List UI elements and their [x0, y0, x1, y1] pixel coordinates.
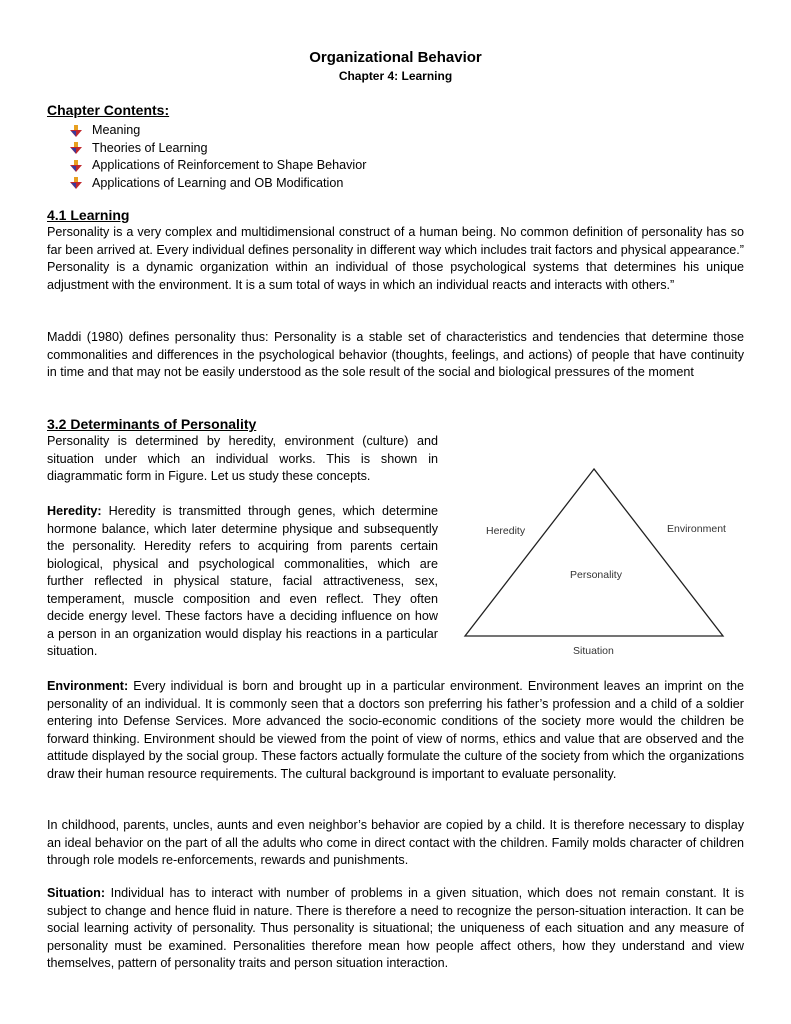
paragraph-environment — [47, 678, 744, 783]
environment-text: Every individual is born and brought up in a particular environment. Environment leaves an imprint on the personality of an individual. It is commonly seen that a doctors son preferring his father’s profession and a child of a soldier entering into Defense Services. More advanced the socio-economic conditions of the society more would the children be forward thinking. Environment should be viewed from the point of view of norms, ethics and value that are observed and the attitude displayed by the social group. These factors actually formulate the culture of the society from which the organizations draw their human resource requirements. The cultural background is important to evaluate personality. — [47, 679, 744, 781]
chapter-subtitle: Chapter 4: Learning — [338, 69, 453, 83]
down-arrow-bullet-icon — [70, 160, 82, 172]
list-item-label: Applications of Reinforcement to Shape Behavior — [92, 158, 367, 172]
paragraph-determinants-intro: Personality is determined by heredity, environment (culture) and situation under which an individual works. This is shown in diagrammatic form in Figure. Let us study these concepts. — [47, 434, 438, 483]
triangle-shape — [465, 469, 723, 636]
document-title: Organizational Behavior — [309, 49, 482, 66]
chapter-contents-list — [70, 122, 366, 192]
paragraph-maddi-definition: Maddi (1980) defines personality thus: Personality is a stable set of characteristics and tendencies that determine those commonalities and differences in the psychological behavior (thoughts, feelings, and actions) of people that have continuity in time and that may not be easily understood as the sole result of the social and biological pressures of the moment — [47, 330, 744, 379]
chapter-contents-heading: Chapter Contents: — [47, 102, 170, 118]
down-arrow-bullet-icon — [70, 125, 82, 137]
situation-text: Individual has to interact with number of problems in a given situation, which does not remain constant. It is subject to change and hence fluid in nature. There is therefore a need to recognize the person-situation interaction. It can be social learning activity of personality. Thus personality is situational; the uniqueness of each situation and any measure of personality must be examined. Personalities therefore mean how people affect others, how they understand and view themselves, pattern of personality traits and person situation interaction. — [47, 886, 744, 970]
list-item — [70, 157, 366, 175]
personality-determinants-diagram — [456, 460, 746, 665]
list-item — [70, 140, 366, 158]
diagram-label-situation: Situation — [573, 645, 614, 657]
section-heading-determinants: 3.2 Determinants of Personality — [47, 416, 257, 432]
heredity-label: Heredity: — [47, 504, 102, 518]
down-arrow-bullet-icon — [70, 142, 82, 154]
diagram-label-environment: Environment — [667, 523, 726, 535]
list-item — [70, 175, 366, 193]
paragraph-heredity — [47, 503, 438, 661]
diagram-label-heredity: Heredity — [486, 525, 526, 537]
situation-label: Situation: — [47, 886, 106, 900]
section-heading-learning: 4.1 Learning — [47, 207, 130, 223]
list-item — [70, 122, 366, 140]
paragraph-situation — [47, 885, 744, 973]
list-item-label: Meaning — [92, 123, 141, 137]
list-item-label: Theories of Learning — [92, 140, 208, 155]
heredity-text: Heredity is transmitted through genes, which determine hormone balance, which later determine physique and subsequently the personality. Heredity refers to acquiring from parents certain biological, physical and psychological commonalities, which are further reflected in physical stature, facial attractiveness, sex, temperament, muscle composition and even reflect. They often decide energy level. These factors have a deciding influence on how a person in an organization would display his reactions in a particular situation. — [47, 504, 438, 658]
list-item-label: Applications of Learning and OB Modification — [92, 175, 344, 190]
paragraph-childhood: In childhood, parents, uncles, aunts and even neighbor’s behavior are copied by a child. It is therefore necessary to display an ideal behavior on the part of all the adults who come in direct contact with the children. Family molds character of children through role models re-enforcements, rewards and punishments. — [47, 818, 744, 867]
down-arrow-bullet-icon — [70, 177, 82, 189]
paragraph-personality-definition: Personality is a very complex and multidimensional construct of a human being. No common definition of personality has so far been arrived at. Every individual defines personality in different way which includes trait factors and physical appearance.” Personality is a dynamic organization within an individual of those psychological systems that determines his unique adjustment with the environment. It is a sum total of ways in which an individual reacts and interacts with others.” — [47, 225, 744, 292]
environment-label: Environment: — [47, 679, 129, 693]
diagram-label-personality: Personality — [570, 569, 622, 581]
